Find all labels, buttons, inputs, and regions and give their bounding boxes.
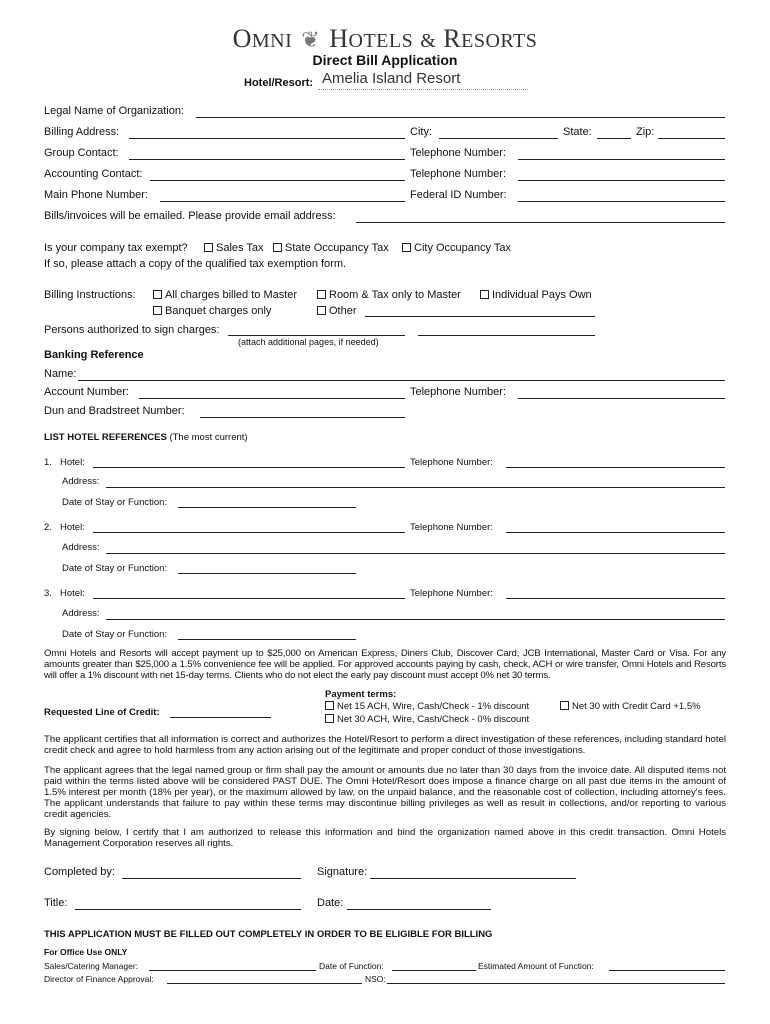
banquet-option[interactable] [153, 305, 271, 317]
payment-terms-heading: Payment terms: [325, 689, 397, 700]
logo-letters: OTELS [348, 30, 414, 52]
reference-1-date-field[interactable] [178, 507, 356, 508]
state-occupancy-label: State Occupancy Tax [285, 242, 389, 254]
billing-address-label: Billing Address: [44, 126, 120, 138]
billing-address-field[interactable] [129, 138, 405, 139]
logo-letters: ESORTS [461, 30, 538, 52]
reference-1-hotel-field[interactable] [93, 467, 405, 468]
checkbox[interactable] [317, 290, 326, 299]
room-tax-label: Room & Tax only to Master [329, 289, 461, 301]
accounting-telephone-field[interactable] [518, 180, 725, 181]
director-approval-field[interactable] [167, 983, 362, 984]
term-credit-card-option[interactable] [560, 701, 701, 712]
state-label: State: [563, 126, 592, 138]
checkbox[interactable] [153, 290, 162, 299]
requested-line-label: Requested Line of Credit: [44, 707, 160, 718]
references-heading: LIST HOTEL REFERENCES [44, 432, 167, 443]
banquet-label: Banquet charges only [165, 305, 272, 317]
checkbox[interactable] [153, 306, 162, 315]
banking-heading: Banking Reference [44, 349, 144, 361]
checkbox[interactable] [325, 701, 334, 710]
signature-label: Signature: [317, 866, 368, 878]
main-phone-field[interactable] [160, 201, 405, 202]
sales-manager-label: Sales/Catering Manager: [44, 961, 139, 971]
account-number-label: Account Number: [44, 386, 129, 398]
reference-1-date-label: Date of Stay or Function: [62, 497, 168, 508]
reference-3-hotel-label: Hotel: [60, 588, 85, 599]
hotel-label: Hotel/Resort: [244, 77, 314, 89]
individual-pays-label: Individual Pays Own [492, 289, 592, 301]
bank-name-label: Name: [44, 368, 77, 380]
city-field[interactable] [439, 138, 558, 139]
payment-policy-text: Omni Hotels and Resorts will accept payment up to $25,000 on American Express, Diners Club, Discover Card, JCB International, Master Card or Visa. For any amounts greater than $25,000 a 1.5% convenience fee will be applied. For approved accounts paying by cash, check, ACH or wire transfer, Omni Hotels and Resorts will offer a 1% discount with net 15-day terms. Clients who do not elect the early pay discount must accept 0% net 30 terms. [44, 648, 726, 681]
dun-field[interactable] [200, 417, 405, 418]
date-of-function-field[interactable] [392, 970, 476, 971]
sales-tax-label: Sales Tax [216, 242, 264, 254]
reference-1-hotel-label: Hotel: [60, 457, 85, 468]
billing-instructions-label: Billing Instructions: [44, 289, 136, 301]
requested-line-field[interactable] [170, 717, 271, 718]
checkbox[interactable] [480, 290, 489, 299]
checkbox[interactable] [325, 714, 334, 723]
nso-field[interactable] [387, 983, 725, 984]
individual-pays-option[interactable] [480, 289, 592, 301]
reference-2-telephone-field[interactable] [506, 532, 725, 533]
federal-id-label: Federal ID Number: [410, 189, 507, 201]
room-tax-option[interactable] [317, 289, 461, 301]
reference-1-telephone-label: Telephone Number: [410, 457, 493, 468]
authorized-person-2-field[interactable] [418, 335, 595, 336]
references-note: (The most current) [169, 432, 248, 443]
checkbox[interactable] [317, 306, 326, 315]
zip-label: Zip: [636, 126, 655, 138]
term-net30-label: Net 30 ACH, Wire, Cash/Check - 0% discount [337, 714, 530, 725]
term-credit-card-label: Net 30 with Credit Card +1.5% [572, 701, 701, 712]
telephone-label: Telephone Number: [410, 168, 507, 180]
logo-letter: H [329, 24, 349, 53]
sales-manager-field[interactable] [149, 970, 316, 971]
authorized-person-1-field[interactable] [228, 335, 405, 336]
tax-question: Is your company tax exempt? [44, 242, 188, 254]
certification-text: The applicant certifies that all information is correct and authorizes the Hotel/Resort to perform a direct investigation of these references, including standard hotel credit check and agree to hold harmless from any action arising out of the legitimate and proper conduct of those investigations. [44, 734, 726, 756]
dun-label: Dun and Bradstreet Number: [44, 405, 185, 417]
reference-2-address-field[interactable] [106, 553, 725, 554]
other-field[interactable] [365, 316, 595, 317]
reference-1-number: 1. [44, 457, 52, 468]
city-label: City: [410, 126, 432, 138]
completed-by-label: Completed by: [44, 866, 115, 878]
other-label: Other [329, 305, 357, 317]
reference-1-address-label: Address: [62, 476, 100, 487]
must-complete-notice: THIS APPLICATION MUST BE FILLED OUT COMPLETELY IN ORDER TO BE ELIGIBLE FOR BILLING [44, 929, 493, 940]
nso-label: NSO: [365, 974, 386, 984]
reference-3-number: 3. [44, 588, 52, 599]
checkbox[interactable] [204, 243, 213, 252]
reference-1-telephone-field[interactable] [506, 467, 725, 468]
references-heading-row [44, 432, 248, 443]
attach-note: (attach additional pages, if needed) [238, 337, 379, 347]
bank-telephone-label: Telephone Number: [410, 386, 507, 398]
bank-telephone-field[interactable] [518, 398, 725, 399]
city-occupancy-option[interactable] [402, 242, 511, 254]
reference-2-date-field[interactable] [178, 573, 356, 574]
email-field[interactable] [356, 222, 725, 223]
checkbox[interactable] [560, 701, 569, 710]
main-phone-label: Main Phone Number: [44, 189, 148, 201]
group-contact-label: Group Contact: [44, 147, 119, 159]
reference-3-date-label: Date of Stay or Function: [62, 629, 168, 640]
reference-2-telephone-label: Telephone Number: [410, 522, 493, 533]
reference-2-hotel-label: Hotel: [60, 522, 85, 533]
director-approval-label: Director of Finance Approval: [44, 974, 154, 984]
logo-letters: MNI [251, 30, 293, 52]
feather-icon: ❦ [301, 27, 321, 52]
account-number-field[interactable] [139, 398, 405, 399]
reference-3-telephone-label: Telephone Number: [410, 588, 493, 599]
reference-1-address-field[interactable] [106, 487, 725, 488]
page-title: Direct Bill Application [312, 52, 458, 68]
term-net15-option[interactable] [325, 701, 529, 712]
bank-name-field[interactable] [78, 380, 725, 381]
reference-3-address-field[interactable] [106, 619, 725, 620]
date-of-function-label: Date of Function: [319, 961, 384, 971]
term-net15-label: Net 15 ACH, Wire, Cash/Check - 1% discount [337, 701, 530, 712]
logo-ampersand: & [420, 30, 437, 52]
authorization-text: By signing below, I certify that I am authorized to release this information and bind the organization named above in this credit transaction. Omni Hotels Management Corporation reserves all rights. [44, 827, 726, 849]
reference-2-hotel-field[interactable] [93, 532, 405, 533]
city-occupancy-label: City Occupancy Tax [414, 242, 512, 254]
checkbox[interactable] [402, 243, 411, 252]
reference-2-address-label: Address: [62, 542, 100, 553]
legal-name-label: Legal Name of Organization: [44, 105, 185, 117]
state-occupancy-option[interactable] [273, 242, 389, 254]
legal-name-field[interactable] [196, 117, 725, 118]
omni-logo [0, 24, 770, 54]
logo-letter: R [443, 24, 462, 53]
sales-tax-option[interactable] [204, 242, 264, 254]
estimated-amount-label: Estimated Amount of Function: [478, 961, 594, 971]
estimated-amount-field[interactable] [609, 970, 725, 971]
hotel-field[interactable]: Amelia Island Resort [318, 70, 528, 90]
group-contact-field[interactable] [129, 159, 405, 160]
payment-agreement-text: The applicant agrees that the legal named group or firm shall pay the amount or amounts due no later than 30 days from the invoice date. All disputed items not paid within the terms listed above will be considered PAST DUE. The Omni Hotel/Resort does impose a finance charge on all past due items in the amount of 1.5% interest per month (18% per year), or the maximum allowed by law, on the unpaid balance, and the reasonable cost of collection, including attorney's fees. The applicant understands that failure to pay within these terms may discontinue billing privileges as well as result in collections, and/or reporting to various credit agencies. [44, 765, 726, 820]
completed-by-field[interactable] [122, 878, 301, 879]
reference-3-telephone-field[interactable] [506, 598, 725, 599]
reference-2-date-label: Date of Stay or Function: [62, 563, 168, 574]
date-field[interactable] [347, 909, 491, 910]
telephone-label: Telephone Number: [410, 147, 507, 159]
tax-note: If so, please attach a copy of the qualified tax exemption form. [44, 258, 347, 270]
reference-2-number: 2. [44, 522, 52, 533]
checkbox[interactable] [273, 243, 282, 252]
accounting-contact-field[interactable] [150, 180, 405, 181]
office-use-heading: For Office Use ONLY [44, 947, 128, 957]
all-charges-label: All charges billed to Master [165, 289, 298, 301]
all-charges-option[interactable] [153, 289, 297, 301]
logo-letter: O [232, 24, 252, 53]
date-label: Date: [317, 897, 344, 909]
persons-authorized-label: Persons authorized to sign charges: [44, 324, 220, 336]
accounting-contact-label: Accounting Contact: [44, 168, 143, 180]
reference-3-hotel-field[interactable] [93, 598, 405, 599]
title-label: Title: [44, 897, 68, 909]
group-telephone-field[interactable] [518, 159, 725, 160]
email-label: Bills/invoices will be emailed. Please provide email address: [44, 210, 336, 222]
state-field[interactable] [597, 138, 631, 139]
zip-field[interactable] [658, 138, 725, 139]
signature-field[interactable] [370, 878, 576, 879]
federal-id-field[interactable] [518, 201, 725, 202]
term-net30-option[interactable] [325, 714, 529, 725]
other-option[interactable] [317, 305, 357, 317]
reference-3-date-field[interactable] [178, 639, 356, 640]
title-field[interactable] [75, 909, 301, 910]
reference-3-address-label: Address: [62, 608, 100, 619]
